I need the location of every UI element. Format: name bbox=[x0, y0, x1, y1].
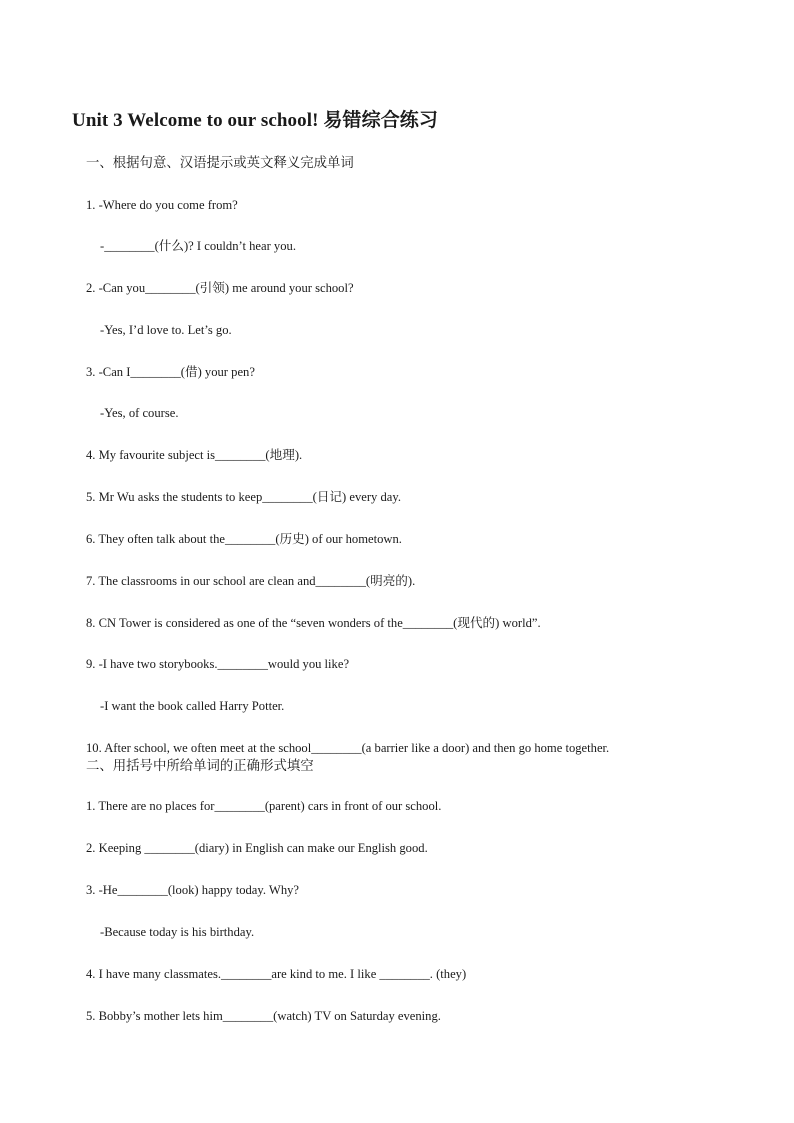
question-3-answer: -Yes, of course. bbox=[100, 406, 179, 420]
question-5: 5. Mr Wu asks the students to keep________(日记) every day. bbox=[86, 490, 401, 504]
question-9: 9. -I have two storybooks.________would you like? bbox=[86, 657, 350, 671]
exercise-5: 5. Bobby’s mother lets him________(watch) TV on Saturday evening. bbox=[86, 1009, 441, 1023]
question-2: 2. -Can you________(引领) me around your school? bbox=[86, 281, 354, 295]
question-6: 6. They often talk about the________(历史) of our hometown. bbox=[86, 532, 402, 546]
question-1-answer: -________(什么)? I couldn’t hear you. bbox=[100, 239, 296, 253]
question-8: 8. CN Tower is considered as one of the “seven wonders of the________(现代的) world”. bbox=[86, 616, 541, 630]
question-7: 7. The classrooms in our school are clean and________(明亮的). bbox=[86, 574, 416, 588]
exercise-1: 1. There are no places for________(parent) cars in front of our school. bbox=[86, 799, 442, 813]
question-1: 1. -Where do you come from? bbox=[86, 198, 238, 212]
exercise-4: 4. I have many classmates.________are kind to me. I like ________. (they) bbox=[86, 967, 467, 981]
section-1-heading: 一、根据句意、汉语提示或英文释义完成单词 bbox=[86, 155, 354, 170]
question-10: 10. After school, we often meet at the school________(a barrier like a door) and then go home together. bbox=[86, 741, 610, 755]
exercise-3-answer: -Because today is his birthday. bbox=[100, 925, 255, 939]
exercise-3: 3. -He________(look) happy today. Why? bbox=[86, 883, 299, 897]
question-3: 3. -Can I________(借) your pen? bbox=[86, 365, 255, 379]
question-2-answer: -Yes, I’d love to. Let’s go. bbox=[100, 323, 232, 337]
question-9-answer: -I want the book called Harry Potter. bbox=[100, 699, 285, 713]
exercise-2: 2. Keeping ________(diary) in English can make our English good. bbox=[86, 841, 428, 855]
question-4: 4. My favourite subject is________(地理). bbox=[86, 448, 303, 462]
page-title: Unit 3 Welcome to our school! 易错综合练习 bbox=[72, 110, 438, 131]
section-2-heading: 二、用括号中所给单词的正确形式填空 bbox=[86, 758, 314, 773]
